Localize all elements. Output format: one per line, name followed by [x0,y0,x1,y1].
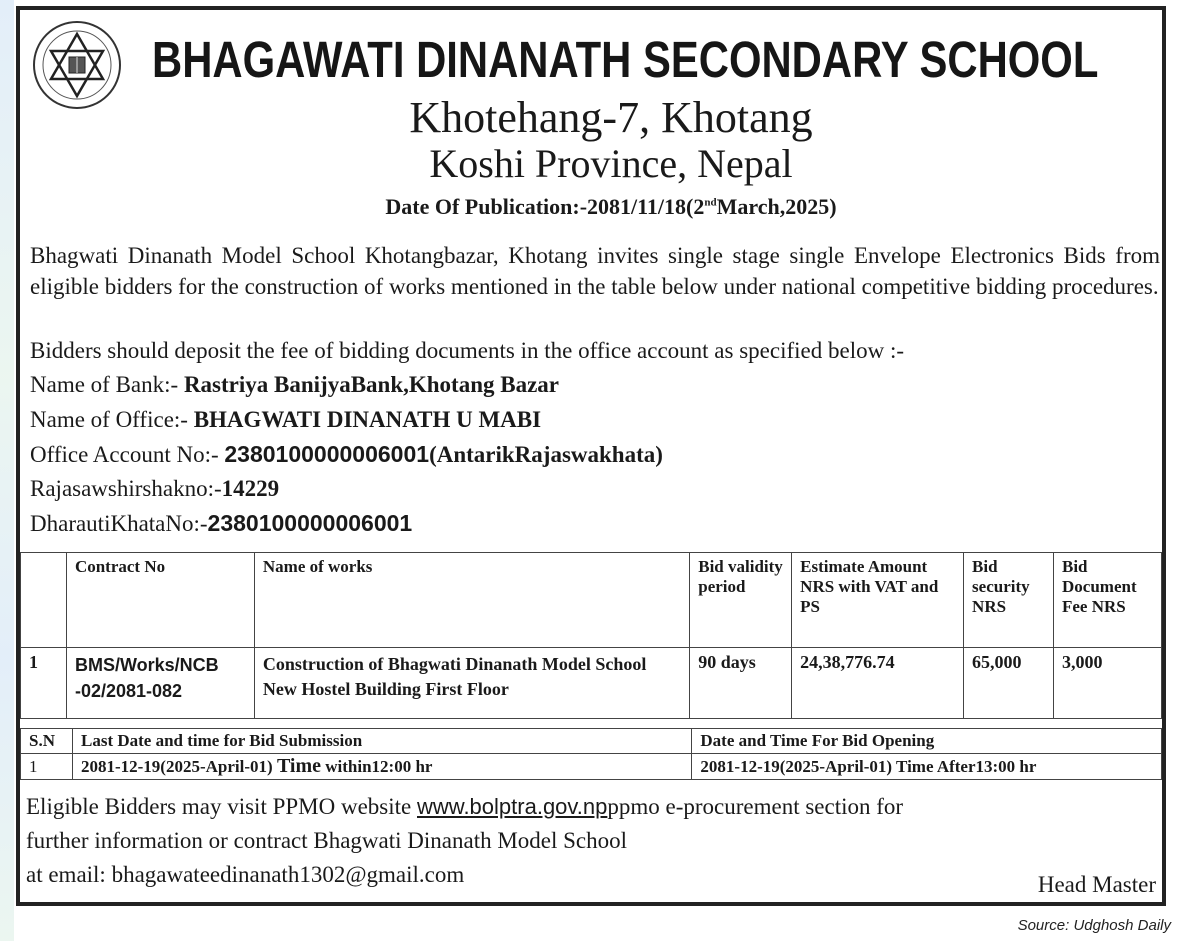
bank-label: Name of Bank:- [30,372,184,397]
account-value: 2380100000006001 [224,441,430,467]
cell-estimate-amount: 24,38,776.74 [792,648,964,719]
visit-text: Eligible Bidders may visit PPMO website [26,794,417,819]
rajaswa-line [30,476,279,502]
publication-date [20,194,1162,220]
source-credit: Source: Udghosh Daily [1017,917,1171,934]
cell-bid-security: 65,000 [964,648,1054,719]
bank-line [30,372,559,398]
signature: Head Master [1037,872,1156,897]
publication-tail: March,2025) [716,194,837,219]
publication-label: Date Of Publication:-2081/11/18(2 [385,194,705,219]
footer-line-3: at email: bhagawateedinanath1302@gmail.com [26,862,465,887]
rajaswa-label: Rajasawshirshakno:- [30,476,222,501]
bank-value: Rastriya BanijyaBank,Khotang Bazar [183,372,560,397]
footer-line-1 [26,790,903,824]
account-suffix: (AntarikRajaswakhata) [429,442,663,467]
col-header-bid-security: Bid security NRS [964,553,1054,648]
office-value: BHAGWATI DINANATH U MABI [193,407,542,432]
dharauti-line [30,510,412,537]
dharauti-label: DharautiKhataNo:- [30,511,208,536]
address-line-1: Khotehang-7, Khotang [409,93,813,142]
col-header-sn [21,553,67,648]
cell-sn: 1 [21,754,73,780]
notice-frame [16,6,1166,906]
address-line-2: Koshi Province, Nepal [429,141,793,186]
works-table-header [21,553,1162,648]
publication-sup: nd [704,196,717,209]
table-row [21,754,1162,780]
account-label: Office Account No:- [30,442,225,467]
cell-name-of-works: Construction of Bhagwati Dinanath Model School New Hostel Building First Floor [254,648,689,719]
intro-paragraph: Bhagwati Dinanath Model School Khotangbazar, Khotang invites single stage single Envelope Electronics Bids from eligible bidders for the construction of works mentioned in the table below under national competitive bidding procedures. [30,243,1160,299]
col-header-submission: Last Date and time for Bid Submission [72,729,691,754]
col-header-estimate-amount: Estimate Amount NRS with VAT and PS [792,553,964,648]
submission-date: 2081-12-19(2025-April-01) [80,757,277,776]
rajaswa-value: 14229 [221,476,280,501]
cell-submission [72,754,691,780]
table-row [21,648,1162,719]
col-header-name-of-works: Name of works [254,553,689,648]
submission-time-word: Time [276,755,322,777]
col-header-bid-document-fee: Bid Document Fee NRS [1054,553,1162,648]
col-header-opening: Date and Time For Bid Opening [692,729,1162,754]
visit-tail: ppmo e-procurement section for [607,794,904,819]
deposit-note: Bidders should deposit the fee of bidding documents in the office account as specified below :- [30,338,904,363]
ppmo-website-link[interactable]: www.bolptra.gov.np [417,794,608,819]
cell-sn: 1 [21,648,67,719]
works-table [20,552,1162,719]
account-line [30,441,663,468]
office-label: Name of Office:- [30,407,194,432]
schedule-table [20,728,1162,780]
footer-text [26,790,903,892]
cell-opening: 2081-12-19(2025-April-01) Time After13:00 hr [692,754,1162,780]
cell-contract-no: BMS/Works/NCB -02/2081-082 [66,648,254,719]
col-header-bid-validity: Bid validity period [690,553,792,648]
office-line [30,407,541,433]
col-header-sn: S.N [21,729,73,754]
cell-bid-validity: 90 days [690,648,792,719]
dharauti-value: 2380100000006001 [207,510,413,536]
submission-time: within12:00 hr [321,757,433,776]
school-name: BHAGAWATI DINANATH SECONDARY SCHOOL [152,31,1099,88]
cell-bid-document-fee: 3,000 [1054,648,1162,719]
watermark-strip [0,0,14,941]
col-header-contract-no: Contract No [66,553,254,648]
schedule-table-header [21,729,1162,754]
footer-line-2: further information or contract Bhagwati Dinanath Model School [26,828,628,853]
